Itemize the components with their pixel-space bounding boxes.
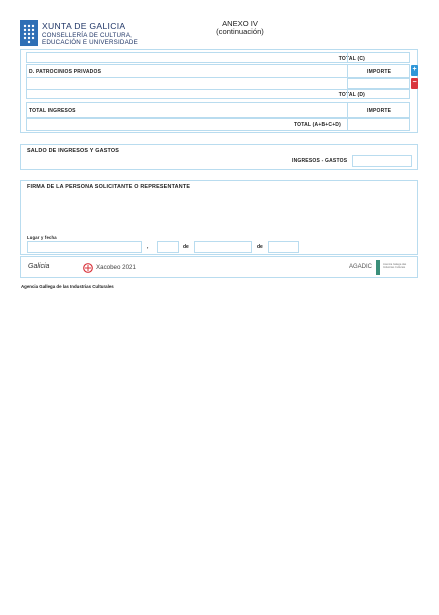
total-income-row	[26, 102, 410, 118]
total-c-label: TOTAL (C)	[338, 56, 365, 62]
total-abcd-row	[26, 118, 410, 131]
day-input[interactable]	[157, 241, 179, 253]
importe-header-cell	[347, 65, 410, 77]
total-d-label: TOTAL (D)	[338, 92, 365, 98]
importe-label: IMPORTE	[367, 69, 392, 75]
galicia-logo: Galicia	[28, 263, 50, 270]
place-input[interactable]	[27, 241, 142, 253]
importe-total-label: IMPORTE	[367, 108, 392, 114]
income-section	[20, 49, 418, 133]
agadic-logo: AGADIC	[349, 264, 373, 270]
balance-title: SALDO DE INGRESOS Y GASTOS	[27, 148, 120, 154]
page-header	[20, 20, 420, 52]
sponsor-entry-row	[26, 78, 410, 89]
agadic-subtitle: Axencia Galega das Industrias Culturais	[383, 263, 407, 270]
balance-section	[20, 144, 418, 170]
annex-title: ANEXO IV	[222, 19, 258, 28]
de-label-1: de	[183, 244, 189, 250]
signature-section	[20, 180, 418, 255]
comma-separator: ,	[147, 244, 149, 250]
place-date-label: Lugar y fecha	[27, 235, 57, 240]
signature-title: FIRMA DE LA PERSONA SOLICITANTE O REPRESENTANTE	[27, 184, 191, 190]
remove-row-button[interactable]: −	[411, 78, 418, 89]
total-d-field[interactable]	[347, 90, 410, 98]
org-subtitle	[42, 32, 138, 46]
total-abcd-label: TOTAL (A+B+C+D)	[293, 122, 341, 128]
annex-subtitle: (continuación)	[216, 27, 264, 37]
total-c-field[interactable]	[347, 53, 410, 62]
total-income-label: TOTAL INGRESOS	[29, 108, 76, 114]
agency-line: Agencia Gallega de las Industrias Culturales	[21, 284, 114, 289]
total-d-row	[26, 89, 410, 99]
org-subtitle-line1: CONSELLERÍA DE CULTURA,	[42, 32, 133, 39]
agadic-mark-icon	[376, 260, 380, 275]
importe-total-header-cell	[347, 103, 410, 117]
total-abcd-field[interactable]	[347, 119, 410, 130]
month-input[interactable]	[194, 241, 252, 253]
sponsor-amount-input[interactable]	[347, 79, 410, 88]
xacobeo-logo: Xacobeo 2021	[96, 264, 136, 271]
private-sponsors-row	[26, 64, 410, 78]
org-subtitle-line2: EDUCACIÓN E UNIVERSIDADE	[42, 39, 138, 46]
year-input[interactable]	[268, 241, 299, 253]
sponsor-description-input[interactable]	[27, 78, 347, 89]
annex-heading	[195, 20, 285, 37]
de-label-2: de	[257, 244, 263, 250]
xunta-logo-icon	[20, 20, 38, 46]
total-c-row	[26, 52, 410, 63]
balance-label: INGRESOS - GASTOS	[292, 158, 348, 164]
footer-logos	[20, 256, 418, 278]
xacobeo-logo-icon	[83, 263, 93, 273]
add-row-button[interactable]: +	[411, 65, 418, 76]
balance-input[interactable]	[352, 155, 412, 167]
org-title: XUNTA DE GALICIA	[42, 21, 126, 31]
private-sponsors-label: D. PATROCINIOS PRIVADOS	[29, 69, 102, 75]
